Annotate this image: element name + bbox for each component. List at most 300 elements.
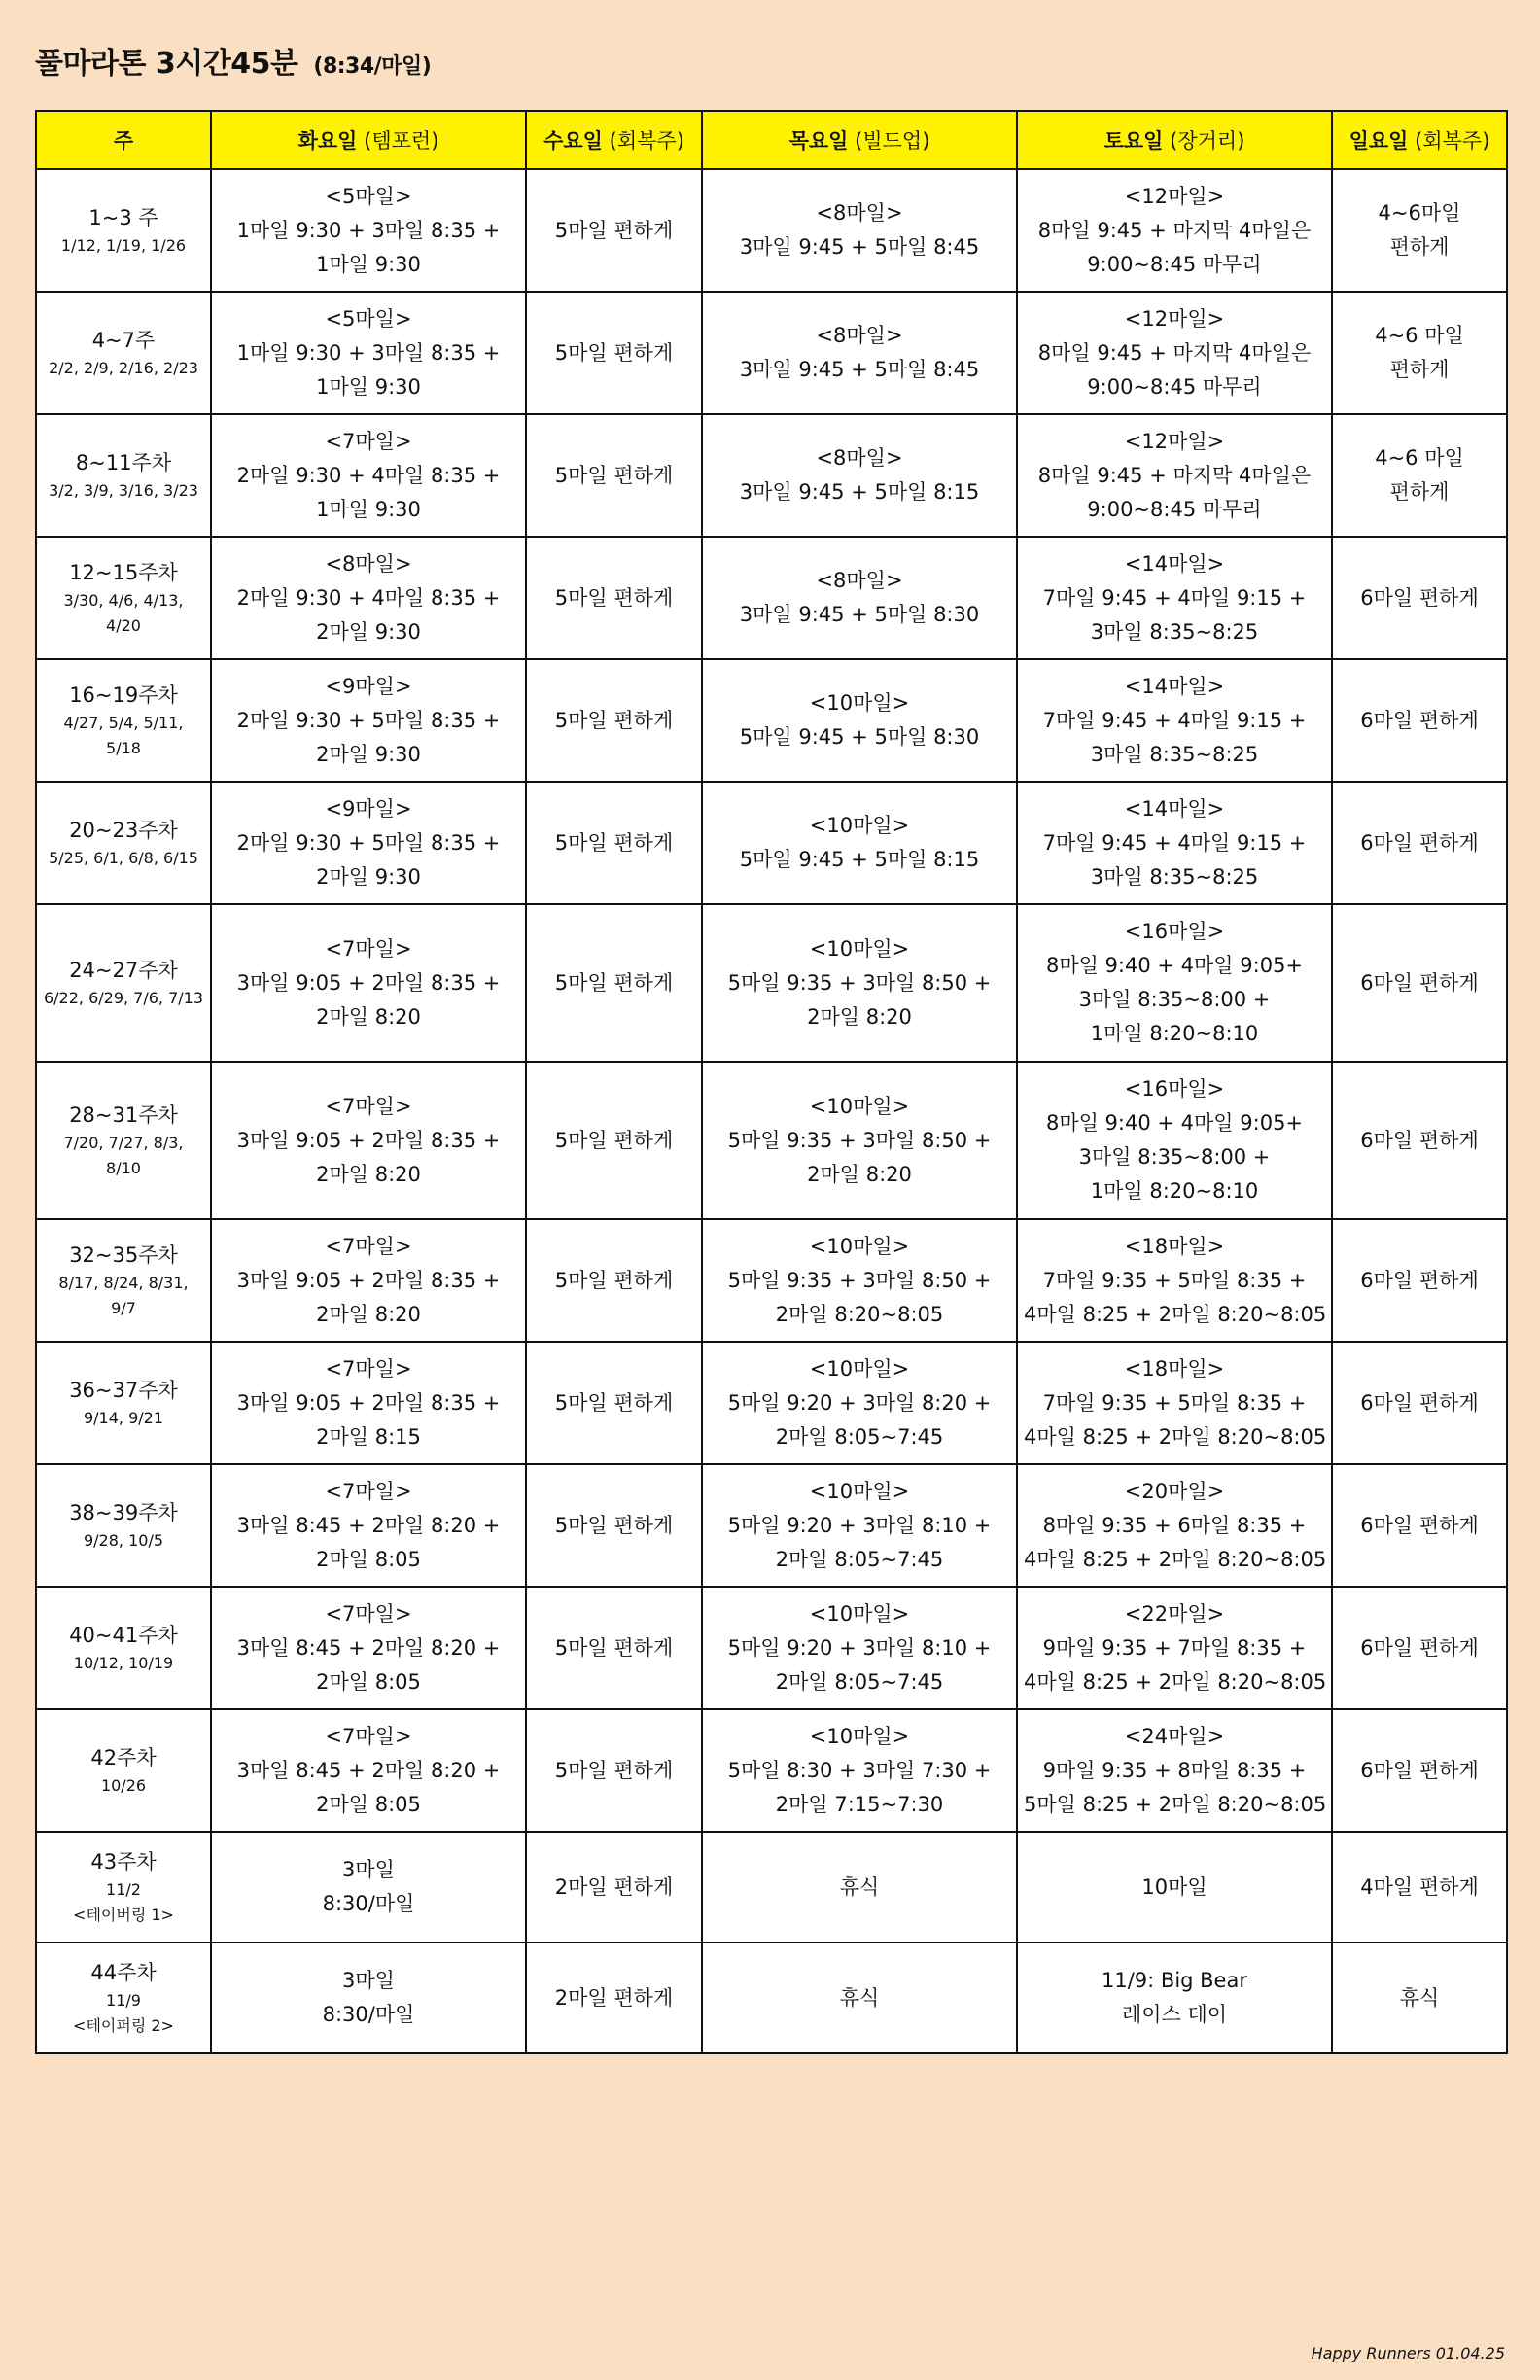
week-label: 1~3 주 <box>88 206 158 229</box>
workout-line: 2마일 9:30 + 5마일 8:35 + <box>236 830 501 855</box>
workout-line: <14마일> <box>1124 674 1225 698</box>
cell-sunday <box>1332 1832 1507 1942</box>
cell-week <box>36 169 211 292</box>
week-dates: 11/9 <box>106 1991 141 2010</box>
workout-line: 레이스 데이 <box>1121 2003 1228 2026</box>
workout-line: 3마일 9:05 + 2마일 8:35 + <box>236 1390 501 1415</box>
workout-line: 8마일 9:35 + 6마일 8:35 + <box>1042 1513 1307 1537</box>
workout-line: <18마일> <box>1124 1356 1225 1381</box>
cell-week <box>36 414 211 537</box>
training-table <box>35 110 1508 2054</box>
cell-week <box>36 1587 211 1709</box>
workout-line: 3마일 9:45 + 5마일 8:45 <box>739 235 980 259</box>
table-row <box>36 659 1507 782</box>
workout-line: 7마일 9:35 + 5마일 8:35 + <box>1042 1390 1307 1415</box>
week-dates: 5/18 <box>106 739 141 757</box>
week-dates: 6/22, 6/29, 7/6, 7/13 <box>43 989 204 1007</box>
week-dates: 5/25, 6/1, 6/8, 6/15 <box>49 849 198 867</box>
week-label: 38~39주차 <box>69 1501 178 1524</box>
cell-wednesday <box>526 169 702 292</box>
cell-wednesday <box>526 904 702 1062</box>
workout-line: <20마일> <box>1124 1479 1225 1503</box>
week-label: 43주차 <box>90 1850 157 1873</box>
week-label: 4~7주 <box>91 329 156 352</box>
workout-line: <8마일> <box>816 446 903 470</box>
workout-line: 3마일 8:45 + 2마일 8:20 + <box>236 1513 501 1537</box>
week-dates: 1/12, 1/19, 1/26 <box>60 236 187 255</box>
workout-line: 5마일 9:35 + 3마일 8:50 + <box>727 1268 992 1292</box>
workout-line: 6마일 편하게 <box>1360 970 1479 995</box>
workout-line: 5마일 9:20 + 3마일 8:10 + <box>727 1635 992 1660</box>
cell-sunday <box>1332 292 1507 414</box>
workout-line: <16마일> <box>1124 1077 1225 1101</box>
workout-line: <10마일> <box>809 1094 910 1118</box>
workout-line: 2마일 8:20 <box>316 1004 421 1029</box>
workout-line: 9마일 9:35 + 7마일 8:35 + <box>1042 1635 1307 1660</box>
cell-thursday <box>702 782 1017 904</box>
week-dates: 10/26 <box>100 1776 147 1795</box>
workout-line: <9마일> <box>325 796 412 821</box>
workout-line: 2마일 편하게 <box>554 1985 674 2010</box>
workout-line: 3마일 8:45 + 2마일 8:20 + <box>236 1635 501 1660</box>
workout-line: 휴식 <box>839 1985 880 2010</box>
workout-line: 5마일 편하게 <box>554 585 674 610</box>
workout-line: <12마일> <box>1124 429 1225 453</box>
workout-line: 10마일 <box>1141 1874 1208 1899</box>
workout-line: 1마일 9:30 <box>316 374 421 399</box>
cell-tuesday <box>211 537 526 659</box>
week-label: 16~19주차 <box>69 683 178 707</box>
workout-line: <18마일> <box>1124 1234 1225 1258</box>
workout-line: 5마일 편하게 <box>554 340 674 365</box>
week-dates: 8/17, 8/24, 8/31, <box>58 1274 189 1292</box>
cell-saturday <box>1017 782 1332 904</box>
workout-line: <7마일> <box>325 1094 412 1118</box>
workout-line: <14마일> <box>1124 796 1225 821</box>
week-dates: 2/2, 2/9, 2/16, 2/23 <box>49 359 198 377</box>
cell-saturday <box>1017 1587 1332 1709</box>
workout-line: 3마일 9:45 + 5마일 8:30 <box>739 603 980 626</box>
title-main: 풀마라톤 3시간45분 <box>35 47 298 81</box>
workout-line: 5마일 편하게 <box>554 1268 674 1292</box>
workout-line: 2마일 8:05~7:45 <box>775 1547 944 1571</box>
table-row <box>36 782 1507 904</box>
workout-line: 1마일 8:20~8:10 <box>1090 1179 1259 1203</box>
cell-week <box>36 904 211 1062</box>
week-label: 8~11주차 <box>75 451 172 474</box>
cell-sunday <box>1332 537 1507 659</box>
cell-thursday <box>702 1942 1017 2053</box>
cell-saturday <box>1017 414 1332 537</box>
table-row <box>36 537 1507 659</box>
workout-line: 9:00~8:45 마무리 <box>1087 374 1262 399</box>
cell-wednesday <box>526 1219 702 1342</box>
cell-tuesday <box>211 1942 526 2053</box>
cell-week <box>36 1219 211 1342</box>
week-dates: <테이버링 1> <box>73 1906 174 1924</box>
cell-thursday <box>702 537 1017 659</box>
header-thursday: 목요일 (빌드업) <box>702 111 1017 169</box>
cell-week <box>36 537 211 659</box>
workout-line: 편하게 <box>1389 235 1450 259</box>
workout-line: 2마일 9:30 + 4마일 8:35 + <box>236 463 501 487</box>
workout-line: 휴식 <box>1399 1985 1440 2010</box>
workout-line: 6마일 편하게 <box>1360 1390 1479 1415</box>
header-tuesday: 화요일 (템포런) <box>211 111 526 169</box>
workout-line: 8마일 9:45 + 마지막 4마일은 <box>1037 340 1312 365</box>
workout-line: <8마일> <box>816 324 903 347</box>
cell-tuesday <box>211 1709 526 1832</box>
cell-sunday <box>1332 1062 1507 1219</box>
cell-saturday <box>1017 169 1332 292</box>
cell-thursday <box>702 1062 1017 1219</box>
workout-line: 2마일 9:30 + 4마일 8:35 + <box>236 585 501 610</box>
workout-line: <7마일> <box>325 936 412 961</box>
workout-line: 4마일 8:25 + 2마일 8:20~8:05 <box>1024 1302 1327 1326</box>
workout-line: 6마일 편하게 <box>1360 1128 1479 1152</box>
cell-tuesday <box>211 1062 526 1219</box>
cell-tuesday <box>211 1464 526 1587</box>
cell-thursday <box>702 1832 1017 1942</box>
workout-line: 1마일 9:30 <box>316 497 421 521</box>
cell-saturday <box>1017 1942 1332 2053</box>
workout-line: 8마일 9:45 + 마지막 4마일은 <box>1037 218 1312 242</box>
workout-line: 3마일 8:35~8:00 + <box>1078 988 1271 1011</box>
workout-line: 7마일 9:35 + 5마일 8:35 + <box>1042 1268 1307 1292</box>
workout-line: 4마일 8:25 + 2마일 8:20~8:05 <box>1024 1669 1327 1694</box>
cell-wednesday <box>526 537 702 659</box>
cell-tuesday <box>211 292 526 414</box>
cell-sunday <box>1332 782 1507 904</box>
workout-line: <14마일> <box>1124 551 1225 576</box>
cell-sunday <box>1332 1219 1507 1342</box>
table-row <box>36 1219 1507 1342</box>
header-wednesday: 수요일 (회복주) <box>526 111 702 169</box>
workout-line: 1마일 9:30 + 3마일 8:35 + <box>236 340 501 365</box>
table-row <box>36 292 1507 414</box>
cell-thursday <box>702 1464 1017 1587</box>
cell-tuesday <box>211 1832 526 1942</box>
cell-tuesday <box>211 782 526 904</box>
cell-saturday <box>1017 1342 1332 1464</box>
table-row <box>36 1062 1507 1219</box>
week-dates: 11/2 <box>106 1880 141 1899</box>
cell-wednesday <box>526 659 702 782</box>
workout-line: <12마일> <box>1124 184 1225 208</box>
workout-line: 3마일 9:45 + 5마일 8:15 <box>739 480 980 504</box>
cell-sunday <box>1332 1942 1507 2053</box>
workout-line: <5마일> <box>325 306 412 331</box>
cell-sunday <box>1332 414 1507 537</box>
table-row <box>36 1832 1507 1942</box>
workout-line: 3마일 9:05 + 2마일 8:35 + <box>236 970 501 995</box>
cell-wednesday <box>526 1464 702 1587</box>
table-row <box>36 169 1507 292</box>
table-row <box>36 904 1507 1062</box>
cell-thursday <box>702 659 1017 782</box>
workout-line: <7마일> <box>325 429 412 453</box>
week-label: 42주차 <box>90 1746 157 1769</box>
workout-line: 2마일 편하게 <box>554 1874 674 1899</box>
workout-line: 3마일 8:35~8:25 <box>1090 864 1259 889</box>
week-dates: 4/20 <box>106 616 141 635</box>
workout-line: 5마일 9:35 + 3마일 8:50 + <box>727 970 992 995</box>
workout-line: 2마일 8:20~8:05 <box>775 1302 944 1326</box>
workout-line: <7마일> <box>325 1479 412 1503</box>
workout-line: 6마일 편하게 <box>1360 1513 1479 1537</box>
workout-line: 3마일 8:35~8:25 <box>1090 619 1259 644</box>
week-dates: 8/10 <box>106 1159 141 1177</box>
workout-line: 2마일 8:20 <box>807 1162 912 1186</box>
workout-line: <10마일> <box>809 1234 910 1258</box>
workout-line: 5마일 편하게 <box>554 970 674 995</box>
title-pace: (8:34/마일) <box>313 54 432 79</box>
cell-saturday <box>1017 904 1332 1062</box>
cell-week <box>36 1342 211 1464</box>
week-label: 28~31주차 <box>69 1103 178 1127</box>
workout-line: 5마일 9:45 + 5마일 8:15 <box>739 848 980 871</box>
cell-saturday <box>1017 1219 1332 1342</box>
week-label: 40~41주차 <box>69 1624 178 1647</box>
workout-line: <10마일> <box>809 936 910 961</box>
workout-line: 휴식 <box>839 1874 880 1899</box>
week-dates: 7/20, 7/27, 8/3, <box>63 1134 184 1152</box>
workout-line: 2마일 9:30 + 5마일 8:35 + <box>236 708 501 732</box>
workout-line: 5마일 9:20 + 3마일 8:20 + <box>727 1390 992 1415</box>
workout-line: <7마일> <box>325 1234 412 1258</box>
workout-line: 2마일 8:20 <box>316 1162 421 1186</box>
cell-week <box>36 292 211 414</box>
workout-line: 2마일 8:15 <box>316 1424 421 1449</box>
cell-saturday <box>1017 1464 1332 1587</box>
week-dates: 3/30, 4/6, 4/13, <box>63 591 184 610</box>
workout-line: 1마일 9:30 + 3마일 8:35 + <box>236 218 501 242</box>
workout-line: 2마일 8:05~7:45 <box>775 1669 944 1694</box>
cell-wednesday <box>526 782 702 904</box>
workout-line: <10마일> <box>809 1479 910 1503</box>
cell-thursday <box>702 1709 1017 1832</box>
workout-line: <22마일> <box>1124 1601 1225 1626</box>
workout-line: 7마일 9:45 + 4마일 9:15 + <box>1042 708 1307 732</box>
cell-saturday <box>1017 1832 1332 1942</box>
workout-line: <10마일> <box>809 691 910 715</box>
week-dates: <테이퍼링 2> <box>73 2016 174 2035</box>
cell-tuesday <box>211 904 526 1062</box>
workout-line: 5마일 편하게 <box>554 1758 674 1782</box>
workout-line: 6마일 편하게 <box>1360 830 1479 855</box>
footer-credit: Happy Runners 01.04.25 <box>1311 2344 1505 2362</box>
workout-line: 9마일 9:35 + 8마일 8:35 + <box>1042 1758 1307 1782</box>
cell-thursday <box>702 1342 1017 1464</box>
workout-line: 5마일 9:45 + 5마일 8:30 <box>739 725 980 749</box>
cell-thursday <box>702 1219 1017 1342</box>
cell-week <box>36 1464 211 1587</box>
workout-line: 5마일 편하게 <box>554 830 674 855</box>
cell-week <box>36 1062 211 1219</box>
workout-line: 6마일 편하게 <box>1360 585 1479 610</box>
workout-line: 3마일 <box>342 1969 395 1992</box>
cell-wednesday <box>526 1942 702 2053</box>
cell-sunday <box>1332 1709 1507 1832</box>
cell-saturday <box>1017 1062 1332 1219</box>
table-row <box>36 1342 1507 1464</box>
workout-line: 3마일 9:05 + 2마일 8:35 + <box>236 1268 501 1292</box>
workout-line: 2마일 9:30 <box>316 864 421 889</box>
week-label: 44주차 <box>90 1961 157 1984</box>
cell-thursday <box>702 414 1017 537</box>
workout-line: 2마일 8:05~7:45 <box>775 1424 944 1449</box>
cell-week <box>36 1709 211 1832</box>
cell-thursday <box>702 292 1017 414</box>
cell-tuesday <box>211 1587 526 1709</box>
cell-thursday <box>702 1587 1017 1709</box>
table-row <box>36 1587 1507 1709</box>
workout-line: 5마일 편하게 <box>554 1635 674 1660</box>
workout-line: 1마일 8:20~8:10 <box>1090 1022 1259 1045</box>
week-dates: 4/27, 5/4, 5/11, <box>63 714 184 732</box>
workout-line: 8:30/마일 <box>322 2003 415 2026</box>
workout-line: 2마일 7:15~7:30 <box>775 1792 944 1816</box>
cell-week <box>36 1832 211 1942</box>
cell-sunday <box>1332 659 1507 782</box>
cell-wednesday <box>526 1709 702 1832</box>
cell-wednesday <box>526 1342 702 1464</box>
workout-line: 4~6 마일 <box>1375 446 1464 470</box>
header-sunday: 일요일 (회복주) <box>1332 111 1507 169</box>
workout-line: 4마일 8:25 + 2마일 8:20~8:05 <box>1024 1547 1327 1571</box>
cell-week <box>36 1942 211 2053</box>
workout-line: 6마일 편하게 <box>1360 1635 1479 1660</box>
workout-line: 5마일 편하게 <box>554 463 674 487</box>
workout-line: 3마일 8:35~8:00 + <box>1078 1145 1271 1169</box>
workout-line: <7마일> <box>325 1356 412 1381</box>
workout-line: 1마일 9:30 <box>316 252 421 276</box>
workout-line: 7마일 9:45 + 4마일 9:15 + <box>1042 585 1307 610</box>
workout-line: <16마일> <box>1124 920 1225 943</box>
workout-line: 편하게 <box>1389 358 1450 381</box>
workout-line: 8마일 9:40 + 4마일 9:05+ <box>1045 1111 1304 1135</box>
workout-line: 6마일 편하게 <box>1360 708 1479 732</box>
cell-saturday <box>1017 659 1332 782</box>
cell-wednesday <box>526 414 702 537</box>
workout-line: <8마일> <box>816 201 903 225</box>
week-label: 20~23주차 <box>69 819 178 842</box>
cell-saturday <box>1017 292 1332 414</box>
workout-line: 편하게 <box>1389 480 1450 504</box>
workout-line: 2마일 8:20 <box>316 1302 421 1326</box>
cell-sunday <box>1332 904 1507 1062</box>
week-label: 24~27주차 <box>69 959 178 982</box>
cell-tuesday <box>211 1219 526 1342</box>
cell-tuesday <box>211 169 526 292</box>
workout-line: 5마일 편하게 <box>554 1128 674 1152</box>
workout-line: <8마일> <box>816 569 903 592</box>
cell-wednesday <box>526 292 702 414</box>
cell-sunday <box>1332 1464 1507 1587</box>
workout-line: 2마일 9:30 <box>316 619 421 644</box>
cell-tuesday <box>211 414 526 537</box>
workout-line: 9:00~8:45 마무리 <box>1087 497 1262 521</box>
cell-tuesday <box>211 1342 526 1464</box>
workout-line: 5마일 편하게 <box>554 1390 674 1415</box>
workout-line: <12마일> <box>1124 306 1225 331</box>
workout-line: 6마일 편하게 <box>1360 1758 1479 1782</box>
cell-tuesday <box>211 659 526 782</box>
workout-line: 2마일 8:05 <box>316 1792 421 1816</box>
cell-sunday <box>1332 169 1507 292</box>
workout-line: 5마일 8:30 + 3마일 7:30 + <box>727 1758 992 1782</box>
workout-line: <10마일> <box>809 814 910 837</box>
workout-line: <9마일> <box>325 674 412 698</box>
workout-line: 9:00~8:45 마무리 <box>1087 252 1262 276</box>
workout-line: <7마일> <box>325 1724 412 1748</box>
workout-line: 8마일 9:40 + 4마일 9:05+ <box>1045 954 1304 977</box>
week-dates: 10/12, 10/19 <box>73 1654 174 1672</box>
workout-line: 5마일 8:25 + 2마일 8:20~8:05 <box>1024 1792 1327 1816</box>
header-saturday: 토요일 (장거리) <box>1017 111 1332 169</box>
table-row <box>36 1464 1507 1587</box>
week-label: 36~37주차 <box>69 1379 178 1402</box>
cell-saturday <box>1017 1709 1332 1832</box>
cell-thursday <box>702 904 1017 1062</box>
workout-line: <10마일> <box>809 1356 910 1381</box>
table-row <box>36 414 1507 537</box>
workout-line: <10마일> <box>809 1601 910 1626</box>
workout-line: 2마일 8:05 <box>316 1547 421 1571</box>
workout-line: 3마일 <box>342 1858 395 1881</box>
workout-line: 2마일 9:30 <box>316 742 421 766</box>
week-dates: 9/7 <box>111 1299 136 1317</box>
cell-sunday <box>1332 1587 1507 1709</box>
cell-week <box>36 782 211 904</box>
workout-line: 8:30/마일 <box>322 1892 415 1915</box>
workout-line: 3마일 9:05 + 2마일 8:35 + <box>236 1128 501 1152</box>
workout-line: 11/9: Big Bear <box>1102 1969 1247 1992</box>
workout-line: 7마일 9:45 + 4마일 9:15 + <box>1042 830 1307 855</box>
workout-line: 5마일 편하게 <box>554 708 674 732</box>
cell-week <box>36 659 211 782</box>
week-dates: 9/14, 9/21 <box>83 1409 164 1427</box>
workout-line: 5마일 9:35 + 3마일 8:50 + <box>727 1128 992 1152</box>
workout-line: 3마일 9:45 + 5마일 8:45 <box>739 358 980 381</box>
workout-line: 3마일 8:45 + 2마일 8:20 + <box>236 1758 501 1782</box>
cell-thursday <box>702 169 1017 292</box>
workout-line: 2마일 8:05 <box>316 1669 421 1694</box>
workout-line: 2마일 8:20 <box>807 1004 912 1029</box>
cell-wednesday <box>526 1587 702 1709</box>
table-row <box>36 1942 1507 2053</box>
workout-line: 8마일 9:45 + 마지막 4마일은 <box>1037 463 1312 487</box>
workout-line: <10마일> <box>809 1724 910 1748</box>
week-dates: 9/28, 10/5 <box>83 1531 164 1550</box>
workout-line: <7마일> <box>325 1601 412 1626</box>
page-title <box>35 39 431 82</box>
workout-line: <8마일> <box>325 551 412 576</box>
table-header-row <box>36 111 1507 169</box>
workout-line: 5마일 9:20 + 3마일 8:10 + <box>727 1513 992 1537</box>
workout-line: 6마일 편하게 <box>1360 1268 1479 1292</box>
cell-wednesday <box>526 1062 702 1219</box>
workout-line: 4마일 편하게 <box>1360 1874 1479 1899</box>
workout-line: 3마일 8:35~8:25 <box>1090 742 1259 766</box>
week-label: 12~15주차 <box>69 561 178 584</box>
workout-line: 4마일 8:25 + 2마일 8:20~8:05 <box>1024 1424 1327 1449</box>
week-label: 32~35주차 <box>69 1243 178 1267</box>
table-row <box>36 1709 1507 1832</box>
workout-line: 5마일 편하게 <box>554 218 674 242</box>
workout-line: 4~6 마일 <box>1375 324 1464 347</box>
cell-saturday <box>1017 537 1332 659</box>
